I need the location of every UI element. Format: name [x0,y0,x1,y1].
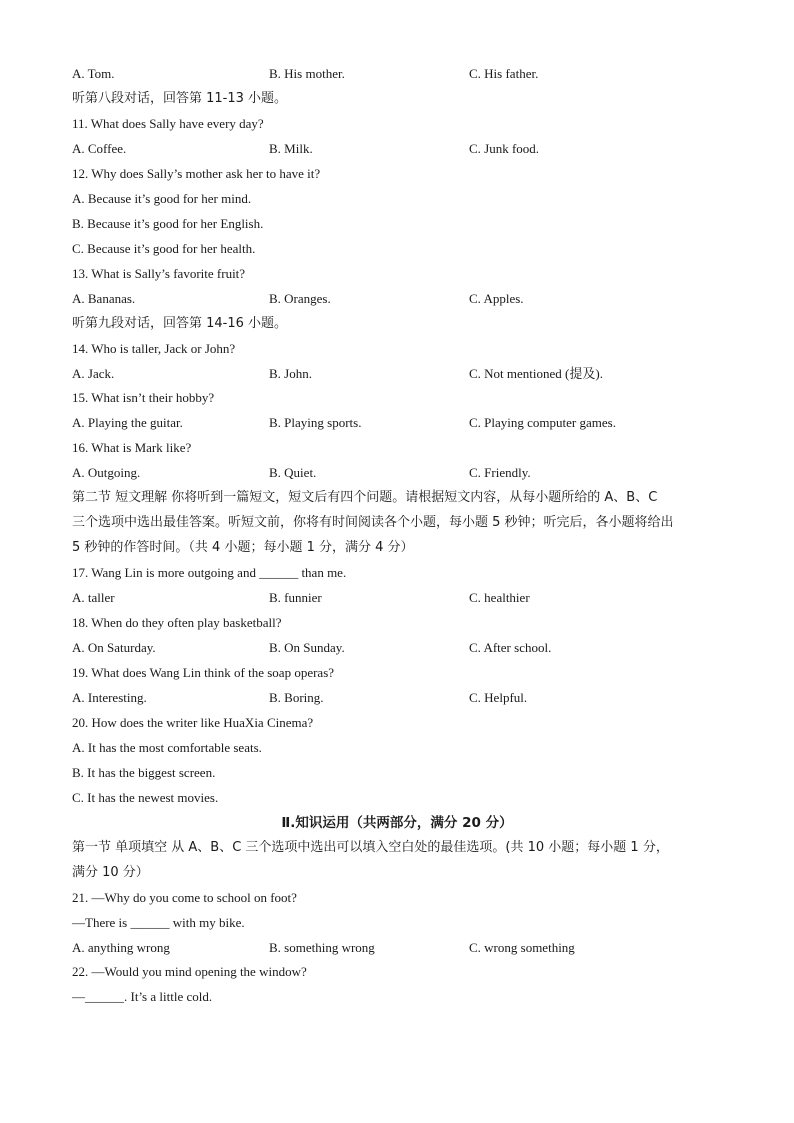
question-13: 13. What is Sally’s favorite fruit? [72,266,246,281]
question-11: 11. What does Sally have every day? [72,116,264,131]
section2-part1-instruction-line1: 第一节 单项填空 从 A、B、C 三个选项中选出可以填入空白处的最佳选项。(共 10 小题；每小题 1 分， [72,840,669,855]
q16-option-a: A. Outgoing. [72,465,141,480]
option-c: C. His father. [469,66,539,81]
q13-option-a: A. Bananas. [72,291,136,306]
q19-option-a: A. Interesting. [72,690,147,705]
question-14: 14. Who is taller, Jack or John? [72,341,236,356]
q13-option-b: B. Oranges. [269,291,331,306]
q16-option-c: C. Friendly. [469,465,531,480]
part2-instruction-line3: 5 秒钟的作答时间。（共 4 小题；每小题 1 分，满分 4 分） [72,540,414,555]
q17-option-a: A. taller [72,590,115,605]
q13-option-c: C. Apples. [469,291,524,306]
q17-option-c: C. healthier [469,590,530,605]
question-16: 16. What is Mark like? [72,440,192,455]
q18-option-a: A. On Saturday. [72,640,156,655]
q11-option-c: C. Junk food. [469,141,540,156]
q18-option-c: C. After school. [469,640,552,655]
q15-option-b: B. Playing sports. [269,415,362,430]
question-12: 12. Why does Sally’s mother ask her to have it? [72,166,321,181]
section2-part1-instruction-line2: 满分 10 分） [72,865,149,880]
q21-option-a: A. anything wrong [72,940,170,955]
q11-option-b: B. Milk. [269,141,313,156]
q15-option-c: C. Playing computer games. [469,415,616,430]
q22-reply: —______. It’s a little cold. [72,989,213,1004]
part2-instruction-line1: 第二节 短文理解 你将听到一篇短文，短文后有四个问题。请根据短文内容，从每小题所给的 A、B、C [72,490,658,505]
q21-option-c: C. wrong something [469,940,575,955]
q16-option-b: B. Quiet. [269,465,317,480]
question-21: 21. —Why do you come to school on foot? [72,890,297,905]
q19-option-b: B. Boring. [269,690,324,705]
part2-instruction-line2: 三个选项中选出最佳答案。听短文前，你将有时间阅读各个小题，每小题 5 秒钟；听完后，各小题将给出 [72,515,674,530]
option-b: B. His mother. [269,66,345,81]
q21-option-b: B. something wrong [269,940,375,955]
q14-option-c: C. Not mentioned (提及). [469,366,603,381]
q18-option-b: B. On Sunday. [269,640,345,655]
q12-option-c: C. Because it’s good for her health. [72,241,256,256]
option-a: A. Tom. [72,66,115,81]
section9-instruction: 听第九段对话，回答第 14-16 小题。 [72,316,288,331]
q11-option-a: A. Coffee. [72,141,127,156]
q20-option-b: B. It has the biggest screen. [72,765,216,780]
q20-option-a: A. It has the most comfortable seats. [72,740,262,755]
q17-option-b: B. funnier [269,590,322,605]
q20-option-c: C. It has the newest movies. [72,790,219,805]
question-22: 22. —Would you mind opening the window? [72,964,307,979]
question-19: 19. What does Wang Lin think of the soap operas? [72,665,335,680]
question-20: 20. How does the writer like HuaXia Cinema? [72,715,314,730]
section2-heading: Ⅱ.知识运用（共两部分，满分 20 分） [281,815,513,831]
q21-reply: —There is ______ with my bike. [72,915,245,930]
question-17: 17. Wang Lin is more outgoing and ______ than me. [72,565,347,580]
q12-option-b: B. Because it’s good for her English. [72,216,264,231]
q15-option-a: A. Playing the guitar. [72,415,183,430]
question-18: 18. When do they often play basketball? [72,615,282,630]
q14-option-b: B. John. [269,366,312,381]
question-15: 15. What isn’t their hobby? [72,390,215,405]
section8-instruction: 听第八段对话，回答第 11-13 小题。 [72,91,288,106]
q19-option-c: C. Helpful. [469,690,528,705]
q12-option-a: A. Because it’s good for her mind. [72,191,252,206]
q14-option-a: A. Jack. [72,366,115,381]
